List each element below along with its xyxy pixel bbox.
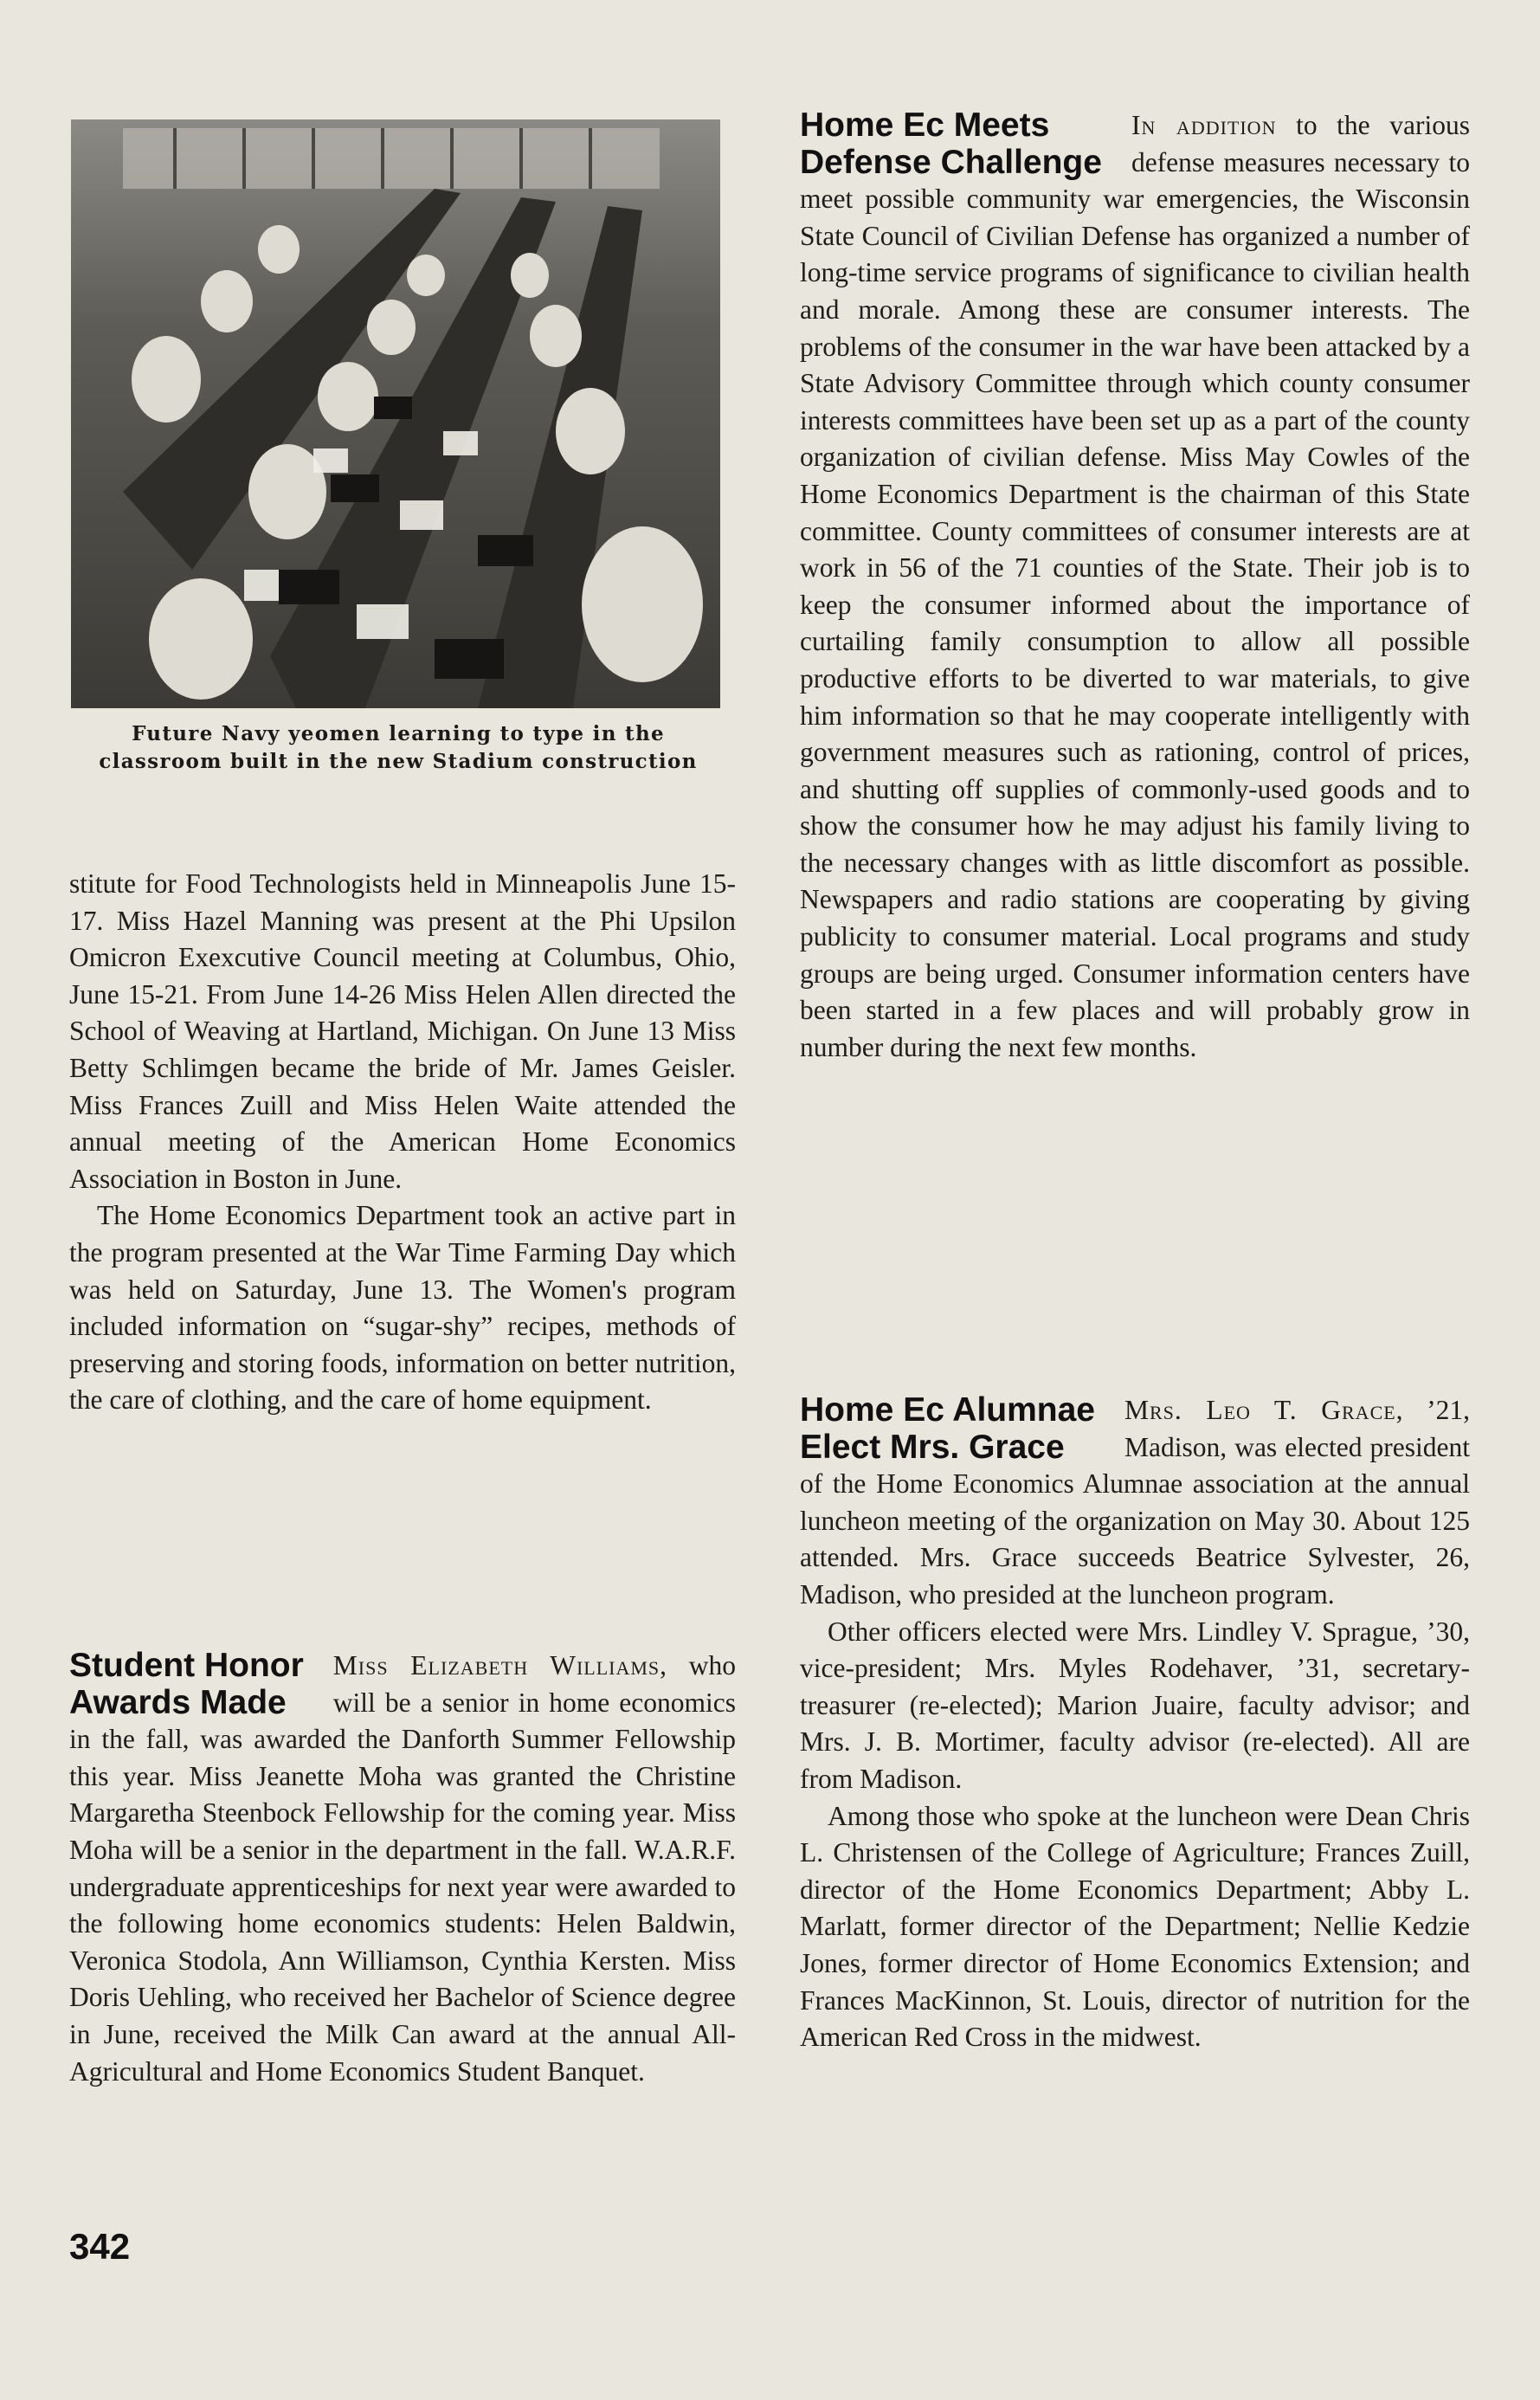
left-continued-block [69, 866, 736, 1419]
student-honor-heading [69, 1648, 304, 1721]
page-number: 342 [69, 2226, 131, 2267]
officers-paragraph: Other officers elected were Mrs. Lindley V. Sprague, ’30, vice-president; Mrs. Myles Rodehaver, ’31, secretary-treasurer (re-elected); Marion Juaire, faculty advisor; and Mrs. J. B. Mortimer, faculty advisor (re-elected). All are from Madison. [800, 1616, 1470, 1794]
alumnae-lead: Mrs. Leo T. Grace, [1124, 1395, 1404, 1425]
alumnae-section [800, 1392, 1470, 2056]
defense-section [800, 107, 1470, 1066]
student-honor-body: who will be a senior in home economics in the fall, was awarded the Danforth Summer Fellowship this year. Miss Jeanette Moha was granted the Christine Margaretha Steenbock Fellowship for the coming year. Miss Moha will be a senior in the department in the fall. W.A.R.F. undergraduate apprenticeships for next year were awarded to the following home economics students: Helen Baldwin, Veronica Stodola, Ann Williamson, Cynthia Kersten. Miss Doris Uehling, who received her Bachelor of Science degree in June, received the Milk Can award at the annual All-Agricultural and Home Economics Student Banquet. [69, 1650, 737, 2087]
alumnae-heading-line1: Home Ec Alumnae [800, 1391, 1095, 1429]
defense-body: to the various defense measures necessary to meet possible community war emergencies, the Wisconsin State Council of Civilian Defense has organized a number of long-time service programs of significance to civilian health and morale. Among these are consumer interests. The problems of the consumer in the war have been attacked by a State Advisory Committee through which county consumer interests committees have been set up as a part of the county organization of civilian defense. Miss May Cowles of the Home Economics Department is the chairman of this State committee. County committees of consumer interests are at work in 56 of the 71 counties of the State. Their job is to keep the consumer informed about the importance of curtailing family consumption to allow all possible productive efforts to be diverted to war materials, to give him information so that he may cooperate intelligently with government measures such as rationing, control of prices, and shutting off supplies of commonly-used goods and to show the consumer how he may adjust his family living to the necessary changes with as little discomfort as possible. Newspapers and radio stations are cooperating by giving publicity to consumer material. Local programs and study groups are being urged. Consumer information centers have been started in a few places and will probably grow in number during the next few months. [800, 110, 1470, 1062]
defense-heading-line2: Defense Challenge [800, 143, 1102, 181]
classroom-photo [71, 119, 720, 708]
defense-heading [800, 107, 1102, 181]
defense-lead: In addition [1131, 110, 1277, 140]
classroom-photo-image [71, 119, 720, 708]
speakers-paragraph: Among those who spoke at the luncheon were Dean Chris L. Christensen of the College of Agriculture; Frances Zuill, director of the Home Economics Department; Abby L. Marlatt, former director of the Department; Nellie Kedzie Jones, former director of Home Economics Extension; and Frances MacKinnon, St. Louis, director of nutrition for the American Red Cross in the midwest. [800, 1800, 1470, 2053]
alumnae-heading-line2: Elect Mrs. Grace [800, 1428, 1065, 1466]
student-honor-heading-line2: Awards Made [69, 1683, 287, 1721]
student-honor-section [69, 1648, 736, 2090]
student-honor-heading-line1: Student Honor [69, 1647, 304, 1684]
defense-heading-line1: Home Ec Meets [800, 106, 1050, 144]
defense-paragraph [800, 107, 1470, 1066]
photo-caption: Future Navy yeomen learning to type in the classroom built in the new Stadium construction [99, 722, 698, 773]
continued-paragraph: stitute for Food Technologists held in Minneapolis June 15-17. Miss Hazel Manning was present at the Phi Upsilon Omicron Exexcutive Council meeting at Columbus, Ohio, June 15-21. From June 14-26 Miss Helen Allen directed the School of Weaving at Hartland, Michigan. On June 13 Miss Betty Schlimgen became the bride of Mr. James Geisler. Miss Frances Zuill and Miss Helen Waite attended the annual meeting of the American Home Economics Association in Boston in June. [69, 868, 736, 1194]
war-time-paragraph: The Home Economics Department took an active part in the program presented at the War Time Farming Day which was held on Saturday, June 13. The Women's program included information on “sugar-shy” recipes, methods of preserving and storing foods, information on better nutrition, the care of clothing, and the care of home equipment. [69, 1200, 736, 1416]
student-honor-lead: Miss Elizabeth Williams, [332, 1650, 668, 1681]
alumnae-body: ’21, Madison, was elected president of the Home Economics Alumnae association at the annual luncheon meeting of the organization on May 30. About 125 attended. Mrs. Grace succeeds Beatrice Sylvester, 26, Madison, who presided at the luncheon program. [800, 1395, 1470, 1610]
alumnae-heading [800, 1392, 1095, 1466]
